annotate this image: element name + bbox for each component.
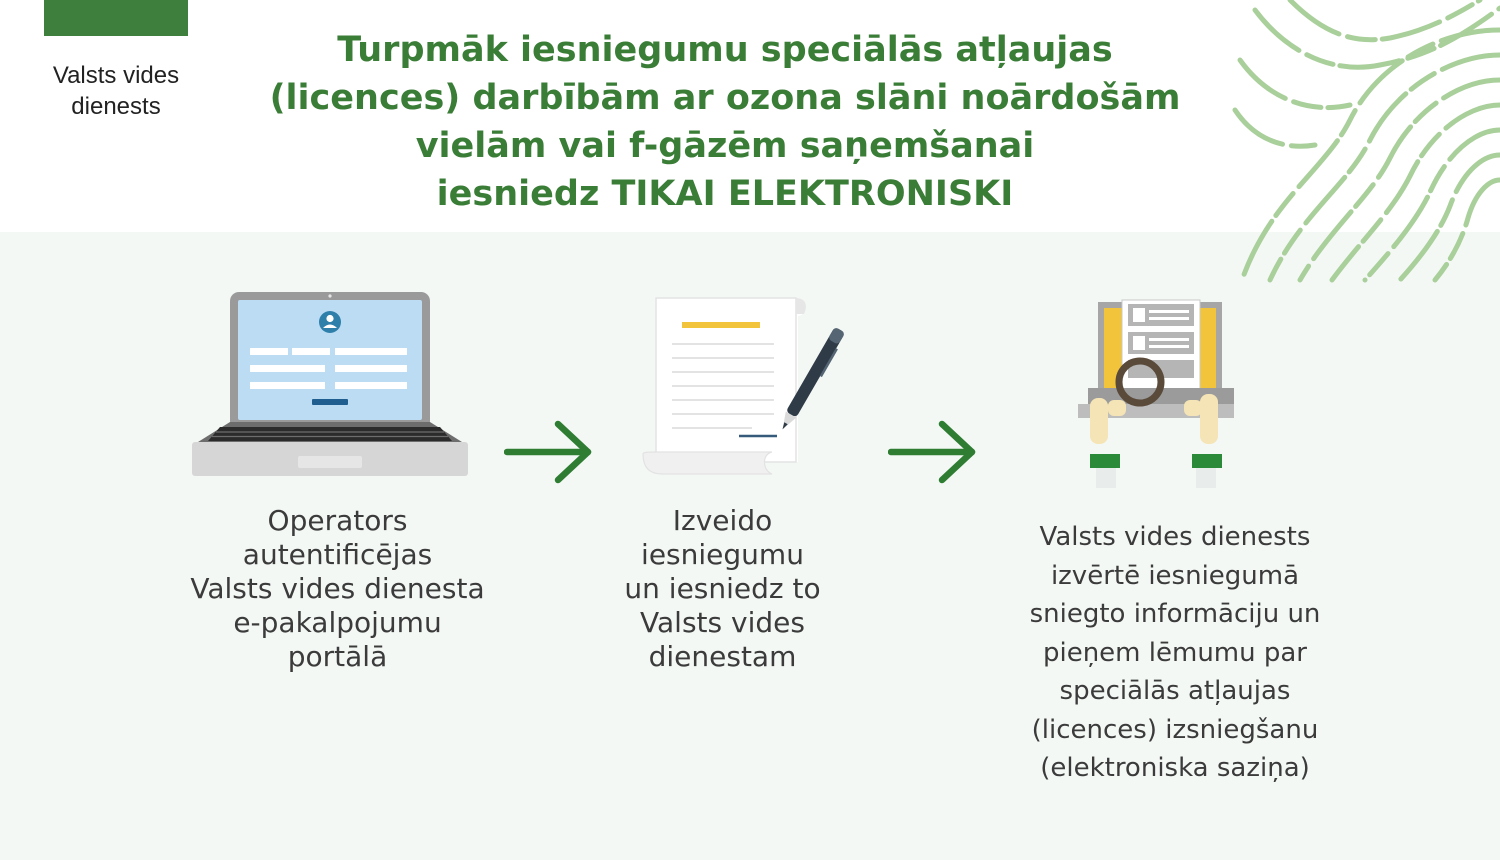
laptop-login-icon	[190, 290, 470, 480]
step-2-text: Izveido iesniegumu un iesniedz to Valsts vides dienestam	[624, 504, 821, 673]
logo-block	[44, 0, 188, 36]
organization-name: Valsts vides dienests	[52, 62, 180, 120]
document-review-icon	[1070, 296, 1245, 496]
arrow-right-icon	[504, 418, 596, 486]
arrow-right-icon-2	[888, 418, 980, 486]
document-pen-icon	[640, 292, 855, 477]
step-1-text: Operators autentificējas Valsts vides dienesta e-pakalpojumu portālā	[190, 504, 485, 673]
page-headline: Turpmāk iesniegumu speciālās atļaujas (licences) darbībām ar ozona slāni noārdošām vielām vai f-gāzēm saņemšanai iesniedz TIKAI ELEKTRONISKI	[269, 30, 1181, 214]
fingerprint-icon	[1230, 0, 1500, 285]
step-3-text: Valsts vides dienests izvērtē iesniegumā sniegto informāciju un pieņem lēmumu par speciālās atļaujas (licences) izsniegšanu (elektroniska saziņa)	[1029, 522, 1321, 783]
